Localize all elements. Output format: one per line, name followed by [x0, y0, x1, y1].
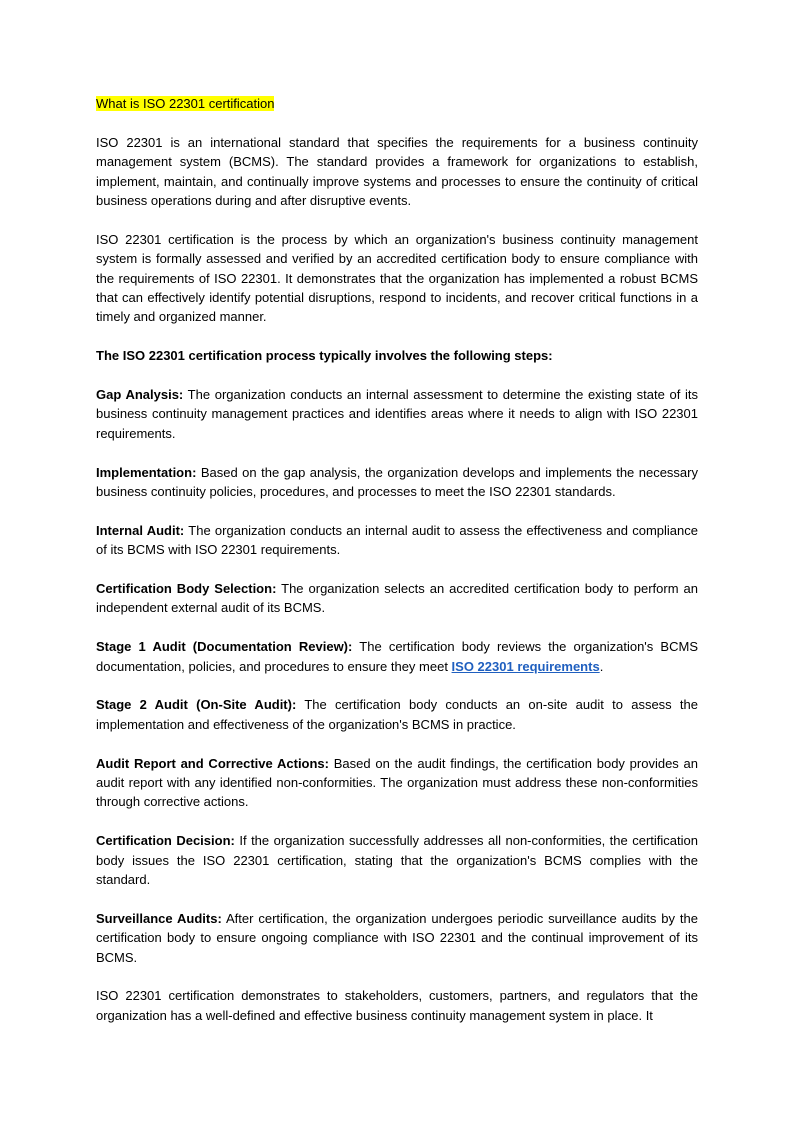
step-text-end: . — [599, 658, 604, 674]
step-text: If the organization successfully addresses all non-conformities, the certification body issues the ISO 22301 certification, stating that the organization's BCMS complies with the standard. — [96, 833, 698, 888]
step-surveillance-audits — [96, 909, 698, 967]
document-page — [96, 94, 698, 1045]
step-audit-report — [96, 754, 698, 812]
step-stage-2-audit — [96, 695, 698, 734]
step-text: The certification body conducts an on-site audit to assess the implementation and effectiveness of the organization's BCMS in practice. — [96, 697, 698, 732]
document-title-line — [96, 94, 698, 113]
step-certification-decision — [96, 831, 698, 889]
step-heading: Certification Decision: — [96, 833, 235, 849]
step-heading: Stage 2 Audit (On-Site Audit): — [96, 697, 297, 713]
iso-22301-requirements-link[interactable]: ISO 22301 requirements — [451, 658, 600, 674]
step-heading: Implementation: — [96, 464, 197, 480]
document-title: What is ISO 22301 certification — [96, 96, 275, 111]
step-text: The organization selects an accredited certification body to perform an independent external audit of its BCMS. — [96, 581, 698, 616]
step-text: The organization conducts an internal assessment to determine the existing state of its business continuity management practices and identifies areas where it needs to align with ISO 22301 requirements. — [96, 387, 699, 441]
intro-paragraph-2: ISO 22301 certification is the process by which an organization's business continuity management system is formally assessed and verified by an accredited certification body to ensure compliance with the requirements of ISO 22301. It demonstrates that the organization has implemented a robust BCMS that can effectively identify potential disruptions, respond to incidents, and recover critical functions in a timely and organized manner. — [96, 231, 698, 325]
step-text: After certification, the organization undergoes periodic surveillance audits by the certification body to ensure ongoing compliance with ISO 22301 and the continual improvement of its BCMS. — [96, 910, 698, 965]
steps-heading: The ISO 22301 certification process typically involves the following steps: — [96, 348, 553, 364]
step-heading: Stage 1 Audit (Documentation Review): — [96, 639, 353, 655]
step-heading: Gap Analysis: — [96, 387, 184, 403]
step-heading: Internal Audit: — [96, 522, 185, 538]
step-text: Based on the audit findings, the certification body provides an audit report with any identified non-conformities. The organization must address these non-conformities through corrective actions. — [96, 755, 699, 810]
intro-paragraph-1: ISO 22301 is an international standard that specifies the requirements for a business continuity management system (BCMS). The standard provides a framework for organizations to establish, implement, maintain, and continually improve systems and processes to ensure the continuity of critical business operations during and after disruptive events. — [96, 134, 698, 209]
step-heading: Surveillance Audits: — [96, 910, 222, 926]
step-text: The certification body reviews the organization's BCMS documentation, policies, and procedures to ensure they meet — [96, 639, 698, 674]
step-stage-1-audit — [96, 637, 698, 676]
closing-paragraph: ISO 22301 certification demonstrates to stakeholders, customers, partners, and regulators that the organization has a well-defined and effective business continuity management system in place. It — [96, 988, 698, 1023]
step-certification-body-selection — [96, 579, 698, 618]
step-implementation — [96, 463, 698, 502]
step-heading: Certification Body Selection: — [96, 581, 277, 597]
step-text: The organization conducts an internal audit to assess the effectiveness and compliance of its BCMS with ISO 22301 requirements. — [96, 522, 698, 558]
step-text: Based on the gap analysis, the organization develops and implements the necessary business continuity policies, procedures, and processes to meet the ISO 22301 standards. — [96, 464, 698, 500]
step-gap-analysis — [96, 385, 698, 443]
step-heading: Audit Report and Corrective Actions: — [96, 755, 329, 771]
step-internal-audit — [96, 521, 698, 560]
